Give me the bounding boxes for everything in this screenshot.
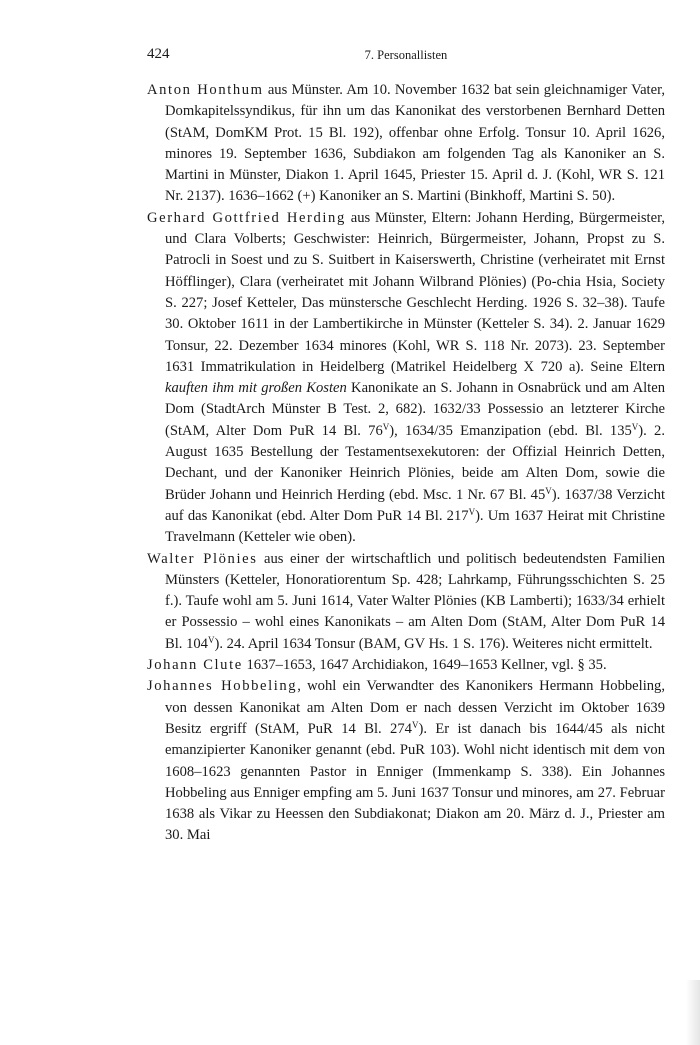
page-edge-shadow: [686, 980, 700, 1045]
superscript: V: [468, 506, 476, 517]
entry-text: aus Münster. Am 10. November 1632 bat sein gleichnamiger Vater, Domkapitelssyndikus, für ihn um das Kanonikat des verstorbenen Bernhard Detten (StAM, DomKM Prot. 15 Bl. 192), offenbar ohne Erfolg. Tonsur 10. April 1626, minores 19. September 1636, Subdiakon am folgenden Tag als Kanoniker an S. Martini in Münster, Diakon 1. April 1645, Priester 15. April d. J. (Kohl, WR S. 121 Nr. 2137). 1636–1662 (+) Kanoniker an S. Martini (Binkhoff, Martini S. 50).: [165, 82, 665, 205]
entry-honthum: [147, 80, 665, 208]
superscript: V: [382, 421, 390, 432]
entry-text: aus einer der wirtschaftlich und politisch bedeutendsten Familien Münsters (Ketteler, Honoratiorentum Sp. 428; Lahrkamp, Führungsschichten S. 25 f.). Taufe wohl am 5. Juni 1614, Vater Walter Plönies (KB Lamberti); 1633/34 erhielt er Possessio – wohl eines Kanonikats – am Alten Dom (StAM, Alter Dom PuR 14 Bl. 104: [165, 550, 665, 652]
entry-text: , wohl ein Verwandter des Kanonikers Hermann Hobbeling, von dessen Kanonikat am Alten Dom er nach dessen Verzicht im Oktober 1639 Besitz ergriff (StAM, PuR 14 Bl. 274: [165, 678, 665, 737]
entry-text: aus Münster, Eltern: Johann Herding, Bürgermeister, und Clara Volberts; Geschwister: Heinrich, Bürgermeister, Johann, Propst zu S. Patrocli in Soest und zu S. Suitbert in Kaiserswerth, Christine (verheiratet mit Ernst Höfflinger), Clara (verheiratet mit Johann Wilbrand Plönies) (Po-chia Hsia, Society S. 227; Josef Ketteler, Das münstersche Geschlecht Herding. 1926 S. 32–38). Taufe 30. Oktober 1611 in der Lambertikirche in Münster (Ketteler S. 34). 2. Januar 1629 Tonsur, 22. Dezember 1634 minores (Kohl, WR S. 118 Nr. 2073). 23. September 1631 Immatrikulation in Heidelberg (Matrikel Heidelberg X 720 a). Seine Eltern: [165, 209, 666, 375]
entry-italic-phrase: kauften ihm mit großen Kosten: [165, 380, 347, 397]
page-header: [147, 46, 665, 66]
entry-text: Kanonikate an S. Johann in Osnabrück und am Alten Dom (StadtArch Münster B Test. 2, 682). 1632/33 Possessio an letzterer Kirche (StAM, Alter Dom PuR 14 Bl. 76: [165, 380, 665, 439]
entry-clute: [147, 655, 665, 676]
entry-text: ). 1637/38 Verzicht auf das Kanonikat (ebd. Alter Dom PuR 14 Bl. 217: [165, 486, 666, 524]
entry-name: Gerhard Gottfried Herding: [147, 209, 346, 226]
entry-ploenies: [147, 549, 665, 655]
entry-herding: [147, 208, 665, 549]
superscript: V: [411, 719, 419, 730]
entry-name: Walter Plönies: [147, 550, 258, 567]
entry-text: ). Um 1637 Heirat mit Christine Travelmann (Ketteler wie oben).: [165, 507, 666, 546]
entry-name: Johannes Hobbeling: [147, 678, 298, 695]
superscript: V: [207, 634, 215, 645]
entry-text: ). 2. August 1635 Bestellung der Testamentsexekutoren: der Offizial Heinrich Detten, Dechant, und der Kanoniker Heinrich Plönies, beide am Alten Dom, sowie die Brüder Johann und Heinrich Herding (ebd. Msc. 1 Nr. 67 Bl. 45: [165, 422, 665, 503]
entry-text: ). 24. April 1634 Tonsur (BAM, GV Hs. 1 S. 176). Weiteres nicht ermittelt.: [214, 635, 653, 652]
entry-text: ). Er ist danach bis 1644/45 als nicht emanzipierter Kanoniker genannt (ebd. PuR 103). Wohl nicht identisch mit dem von 1608–1623 genannten Pastor in Enniger (Immenkamp S. 338). Ein Johannes Hobbeling aus Enniger empfing am 5. Juni 1637 Tonsur und minores, am 27. Februar 1638 als Vikar zu Heessen den Subdiakonat; Diakon am 20. März d. J., Priester am 30. Mai: [165, 720, 665, 844]
running-head: 7. Personallisten: [364, 48, 448, 62]
entry-list: [147, 80, 665, 847]
entry-name: Anton Honthum: [147, 82, 264, 98]
entry-text: 1637–1653, 1647 Archidiakon, 1649–1653 Kellner, vgl. § 35.: [242, 657, 607, 674]
entry-hobbeling: [147, 676, 665, 846]
superscript: V: [545, 485, 552, 496]
entry-text: ), 1634/35 Emanzipation (ebd. Bl. 135: [389, 422, 632, 439]
superscript: V: [631, 421, 639, 432]
page-number: 424: [147, 46, 170, 62]
entry-name: Johann Clute: [147, 657, 243, 674]
